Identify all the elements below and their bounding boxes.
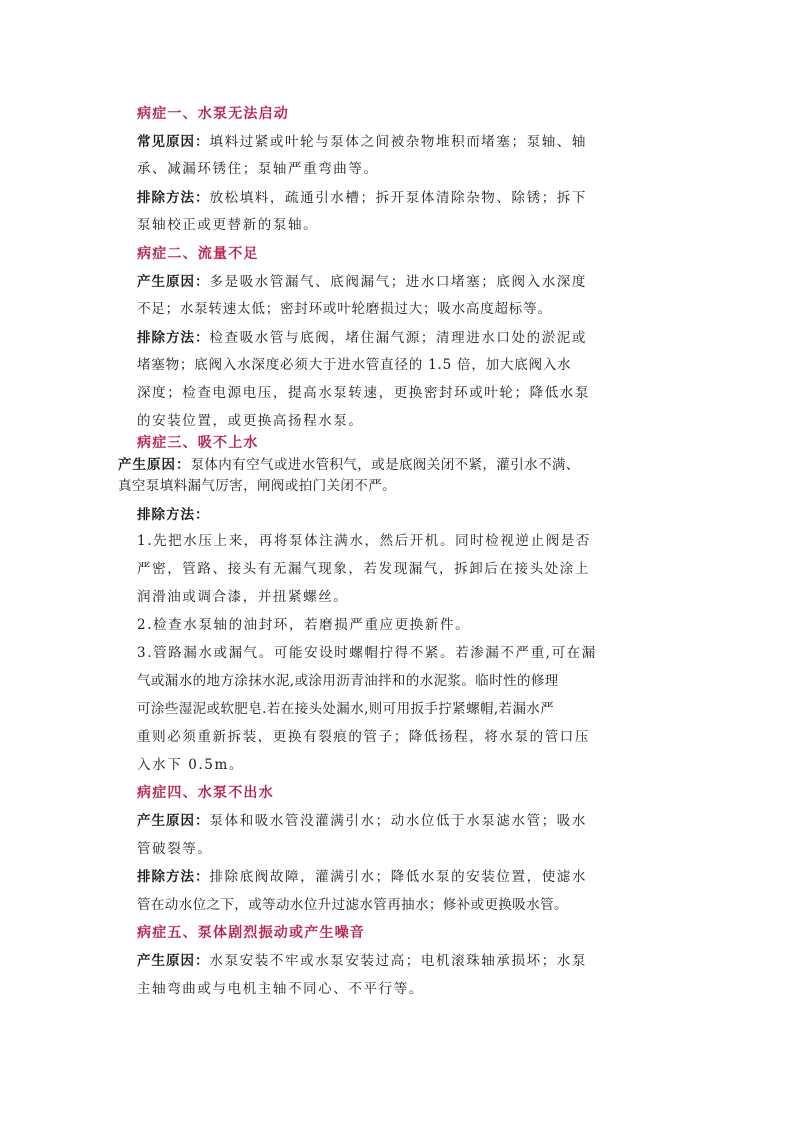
section-4-cause-line-1: 产生原因：泵体和吸水管没灌满引水；动水位低于水泵滤水管；吸水 [137, 813, 587, 829]
fix-label: 排除方法： [137, 507, 210, 523]
fix-label: 排除方法： [137, 330, 210, 346]
section-5-heading: 病症五、泵体剧烈振动或产生噪音 [137, 925, 365, 941]
section-1-heading: 病症一、水泵无法启动 [137, 106, 289, 122]
section-3-step-3-line-1: 3.管路漏水或漏气。可能安设时螺帽拧得不紧。若渗漏不严重,可在漏 [137, 645, 597, 661]
section-2-fix-line-2: 堵塞物；底阀入水深度必须大于进水管直径的 1.5 倍，加大底阀入水 [137, 357, 572, 373]
section-2-fix-line-1: 排除方法：检查吸水管与底阀，堵住漏气源；清理进水口处的淤泥或 [137, 330, 587, 346]
cause-label: 常见原因： [137, 134, 210, 150]
section-3-fix-label-line [137, 506, 210, 524]
section-1-cause-line-2: 承、减漏环锈住；泵轴严重弯曲等。 [137, 161, 379, 177]
section-4-heading: 病症四、水泵不出水 [137, 785, 274, 801]
section-3-step-3-line-2: 气或漏水的地方涂抹水泥,或涂用沥青油拌和的水泥浆。临时性的修理 [137, 673, 559, 689]
section-3-step-1-line-3: 润滑油或调合漆，并扭紧螺丝。 [137, 589, 349, 605]
section-1-cause-line-1: 常见原因：填料过紧或叶轮与泵体之间被杂物堆积而堵塞；泵轴、轴 [137, 134, 587, 150]
cause-label: 产生原因： [118, 457, 191, 473]
section-3-cause-line-2: 真空泵填料漏气厉害，闸阀或拍门关闭不严。 [118, 478, 396, 494]
section-2-cause-line-2: 不足；水泵转速太低；密封环或叶轮磨损过大；吸水高度超标等。 [137, 301, 552, 317]
section-4-fix-line-1: 排除方法：排除底阀故障，灌满引水；降低水泵的安装位置，使滤水 [137, 869, 587, 885]
section-4-fix-line-2: 管在动水位之下，或等动水位升过滤水管再抽水；修补或更换吸水管。 [137, 897, 568, 913]
section-3-step-3-line-4: 重则必须重新拆装，更换有裂痕的管子；降低扬程，将水泵的管口压 [137, 729, 590, 745]
section-5-cause-line-2: 主轴弯曲或与电机主轴不同心、不平行等。 [137, 981, 424, 997]
cause-label: 产生原因： [137, 953, 210, 969]
cause-label: 产生原因： [137, 274, 210, 290]
section-3-step-3-line-5: 入水下 0.5m。 [137, 757, 244, 773]
section-2-heading: 病症二、流量不足 [137, 246, 259, 262]
section-3-step-3-line-3: 可涂些湿泥或软肥皂.若在接头处漏水,则可用扳手拧紧螺帽,若漏水严 [137, 701, 555, 717]
fix-label: 排除方法： [137, 190, 210, 206]
fix-label: 排除方法： [137, 869, 210, 885]
section-5-cause-line-1: 产生原因：水泵安装不牢或水泵安装过高；电机滚珠轴承损坏；水泵 [137, 953, 587, 969]
section-3-step-1-line-1: 1.先把水压上来，再将泵体注满水，然后开机。同时检视逆止阀是否 [137, 533, 591, 549]
section-4-cause-line-2: 管破裂等。 [137, 841, 213, 857]
section-3-heading: 病症三、吸不上水 [137, 435, 259, 451]
cause-label: 产生原因： [137, 813, 210, 829]
section-1-fix-line-2: 泵轴校正或更替新的泵轴。 [137, 217, 319, 233]
section-3-step-1-line-2: 严密，管路、接头有无漏气现象，若发现漏气，拆卸后在接头处涂上 [137, 561, 590, 577]
section-3-cause-line-1: 产生原因：泵体内有空气或进水管积气，或是底阀关闭不紧，灌引水不满、 [118, 457, 580, 473]
section-2-fix-line-3: 深度；检查电源电压，提高水泵转速，更换密封环或叶轮；降低水泵 [137, 385, 590, 401]
section-3-step-2-line-1: 2.检查水泵轴的油封环，若磨损严重应更换新件。 [137, 617, 471, 633]
section-2-cause-line-1: 产生原因：多是吸水管漏气、底阀漏气；进水口堵塞；底阀入水深度 [137, 274, 587, 290]
section-1-fix-line-1: 排除方法：放松填料，疏通引水槽；拆开泵体清除杂物、除锈；拆下 [137, 190, 587, 206]
section-2-fix-line-4: 的安装位置，或更换高扬程水泵。 [137, 413, 364, 429]
